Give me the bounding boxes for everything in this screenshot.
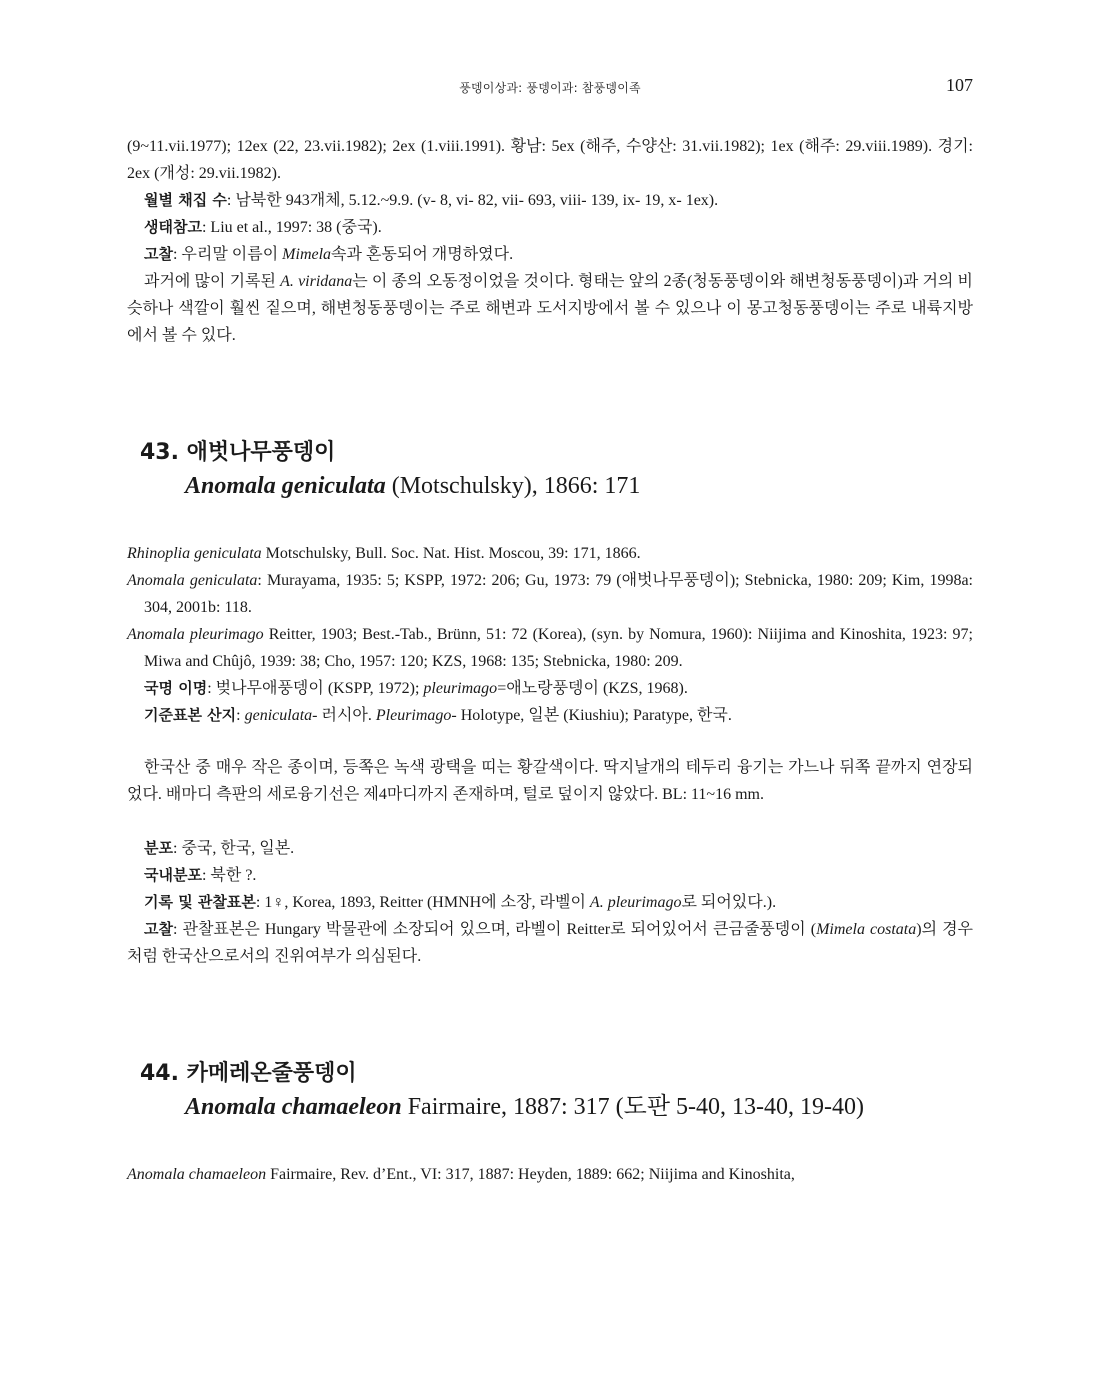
para-text-end: 는 이 종의 오동정이었을 것이다. 형태는 앞의 2종(청동풍뎅이와 해변청동풍뎅이)과 거의 비슷하나 색깔이 훨씬 짙으며, 해변청동풍뎅이는 주로 해변과 도서지방에서 볼 수 있으나 이 몽고청동풍뎅이는 주로 내륙지방에서 볼 수 있다. [127, 273, 973, 344]
distribution-block [127, 835, 973, 970]
synonym-entry [127, 621, 973, 675]
remark-genus: Mimela [282, 246, 332, 263]
para-text: 과거에 많이 기록된 [144, 273, 281, 290]
remark-43-text-end: )의 경우처럼 한국산으로서의 진위여부가 의심된다. [127, 921, 974, 965]
synonym-citation: : Murayama, 1935: 5; KSPP, 1972: 206; Gu, 1973: 79 (애벗나무풍뎅이); Stebnicka, 1980: 209; Kim, 1998a: 304, 2001b: 118. [144, 572, 974, 616]
korname-species: pleurimago [423, 680, 498, 697]
page-number: 107 [946, 75, 973, 95]
ecology-text: : Liu et al., 1997: 38 (중국). [201, 219, 382, 236]
record-text: : 1♀, Korea, 1893, Reitter (HMNH에 소장, 라벨이 [255, 894, 590, 911]
type-species-1: geniculata [244, 707, 313, 724]
remark-43-text: : 관찰표본은 Hungary 박물관에 소장되어 있으며, 라벨이 Reitter로 되어있어서 큰금줄풍뎅이 ( [172, 921, 817, 938]
running-head: 풍뎅이상과: 풍뎅이과: 참풍뎅이족 [459, 81, 641, 95]
records-paragraph [127, 133, 973, 187]
ecology-note [127, 214, 973, 241]
species-scientific-title [140, 1090, 973, 1124]
synonymy-block-44 [127, 1161, 973, 1188]
species-korean-title [140, 437, 973, 469]
remark-text-end: 속과 혼동되어 개명하였다. [331, 246, 514, 263]
type-label: 기준표본 산지 [144, 706, 237, 724]
synonymy-block [127, 540, 973, 729]
synonym-citation: Fairmaire, Rev. d’Ent., VI: 317, 1887: Heyden, 1889: 662; Niijima and Kinoshita, [266, 1166, 795, 1183]
synonym-entry [127, 1161, 973, 1188]
species-heading-44 [140, 1058, 973, 1124]
species-number: 44. [140, 1061, 179, 1086]
species-binomial: Anomala geniculata [185, 473, 386, 499]
korean-synonyms [127, 675, 973, 702]
records-text: (9~11.vii.1977); 12ex (22, 23.vii.1982); 2ex (1.viii.1991). 황남: 5ex (해주, 수양산: 31.vii.1982); 1ex (해주: 29.viii.1989). 경기: 2ex (개성: 29.vii.1982). [127, 138, 973, 182]
synonym-name: Anomala chamaeleon [127, 1166, 267, 1183]
species-korean-name: 카메레온줄풍뎅이 [186, 1061, 357, 1086]
synonym-citation: Reitter, 1903; Best.-Tab., Brünn, 51: 72 (Korea), (syn. by Nomura, 1960): Niijima and Kinoshita, 1923: 97; Miwa and Chûjô, 1939: 38; Cho, 1957: 120; KZS, 1968: 135; Stebnicka, 1980: 209. [144, 626, 973, 670]
species-scientific-title [140, 469, 973, 503]
description-text: 한국산 중 매우 작은 종이며, 등쪽은 녹색 광택을 띠는 황갈색이다. 딱지날개의 테두리 융기는 가느나 뒤쪽 끝까지 연장되었다. 배마디 측판의 세로융기선은 제4마디까지 존재하며, 털로 덮이지 않았다. BL: 11~16 mm. [127, 759, 973, 803]
type-text: - 러시아. [312, 707, 376, 724]
monthly-text: : 남북한 943개체, 5.12.~9.9. (v- 8, vi- 82, vii- 693, viii- 139, ix- 19, x- 1ex). [226, 192, 719, 209]
distribution [127, 835, 973, 862]
domdist-label: 국내분포 [144, 866, 202, 884]
para-species: A. viridana [280, 273, 353, 290]
dist-label: 분포 [144, 839, 173, 857]
species-author-year: Fairmaire, 1887: 317 (도판 5-40, 13-40, 19-40) [401, 1094, 864, 1120]
specimen-record [127, 889, 973, 916]
type-sep: : [236, 707, 245, 724]
species-heading-43 [140, 437, 973, 503]
remark-43-species: Mimela costata [816, 921, 917, 938]
monthly-collection [127, 187, 973, 214]
synonym-entry [127, 567, 973, 621]
korname-text: : 벚나무애풍뎅이 (KSPP, 1972); [207, 680, 424, 697]
synonym-citation: Motschulsky, Bull. Soc. Nat. Hist. Moscou, 39: 171, 1866. [261, 545, 641, 562]
page-content [127, 133, 973, 1188]
page-header [0, 75, 1100, 99]
type-text-end: - Holotype, 일본 (Kiushiu); Paratype, 한국. [451, 707, 732, 724]
remark-43-label: 고찰 [144, 920, 173, 938]
korname-label: 국명 이명 [144, 679, 208, 697]
domdist-text: : 북한 ?. [201, 867, 257, 884]
description-paragraph [127, 754, 973, 808]
remark-note [127, 241, 973, 268]
species-number: 43. [140, 440, 179, 465]
type-locality [127, 702, 973, 729]
species-binomial: Anomala chamaeleon [185, 1094, 402, 1120]
species-korean-name: 애벗나무풍뎅이 [186, 440, 336, 465]
morphology-paragraph [127, 268, 973, 349]
remark-43 [127, 916, 973, 970]
remark-text: : 우리말 이름이 [172, 246, 283, 263]
species-author-year: (Motschulsky), 1866: 171 [385, 473, 641, 499]
ecology-label: 생태참고 [144, 218, 202, 236]
remark-label: 고찰 [144, 245, 173, 263]
synonym-entry [127, 540, 973, 567]
monthly-label: 월별 채집 수 [144, 191, 227, 209]
synonym-name: Anomala geniculata [127, 572, 258, 589]
synonym-name: Anomala pleurimago [127, 626, 264, 643]
domestic-distribution [127, 862, 973, 889]
record-text-end: 로 되어있다.). [681, 894, 777, 911]
type-species-2: Pleurimago [375, 707, 452, 724]
record-species: A. pleurimago [589, 894, 682, 911]
korname-text-end: =애노랑풍뎅이 (KZS, 1968). [497, 680, 688, 697]
species-korean-title [140, 1058, 973, 1090]
record-label: 기록 및 관찰표본 [144, 893, 256, 911]
dist-text: : 중국, 한국, 일본. [172, 840, 295, 857]
synonym-name: Rhinoplia geniculata [127, 545, 262, 562]
